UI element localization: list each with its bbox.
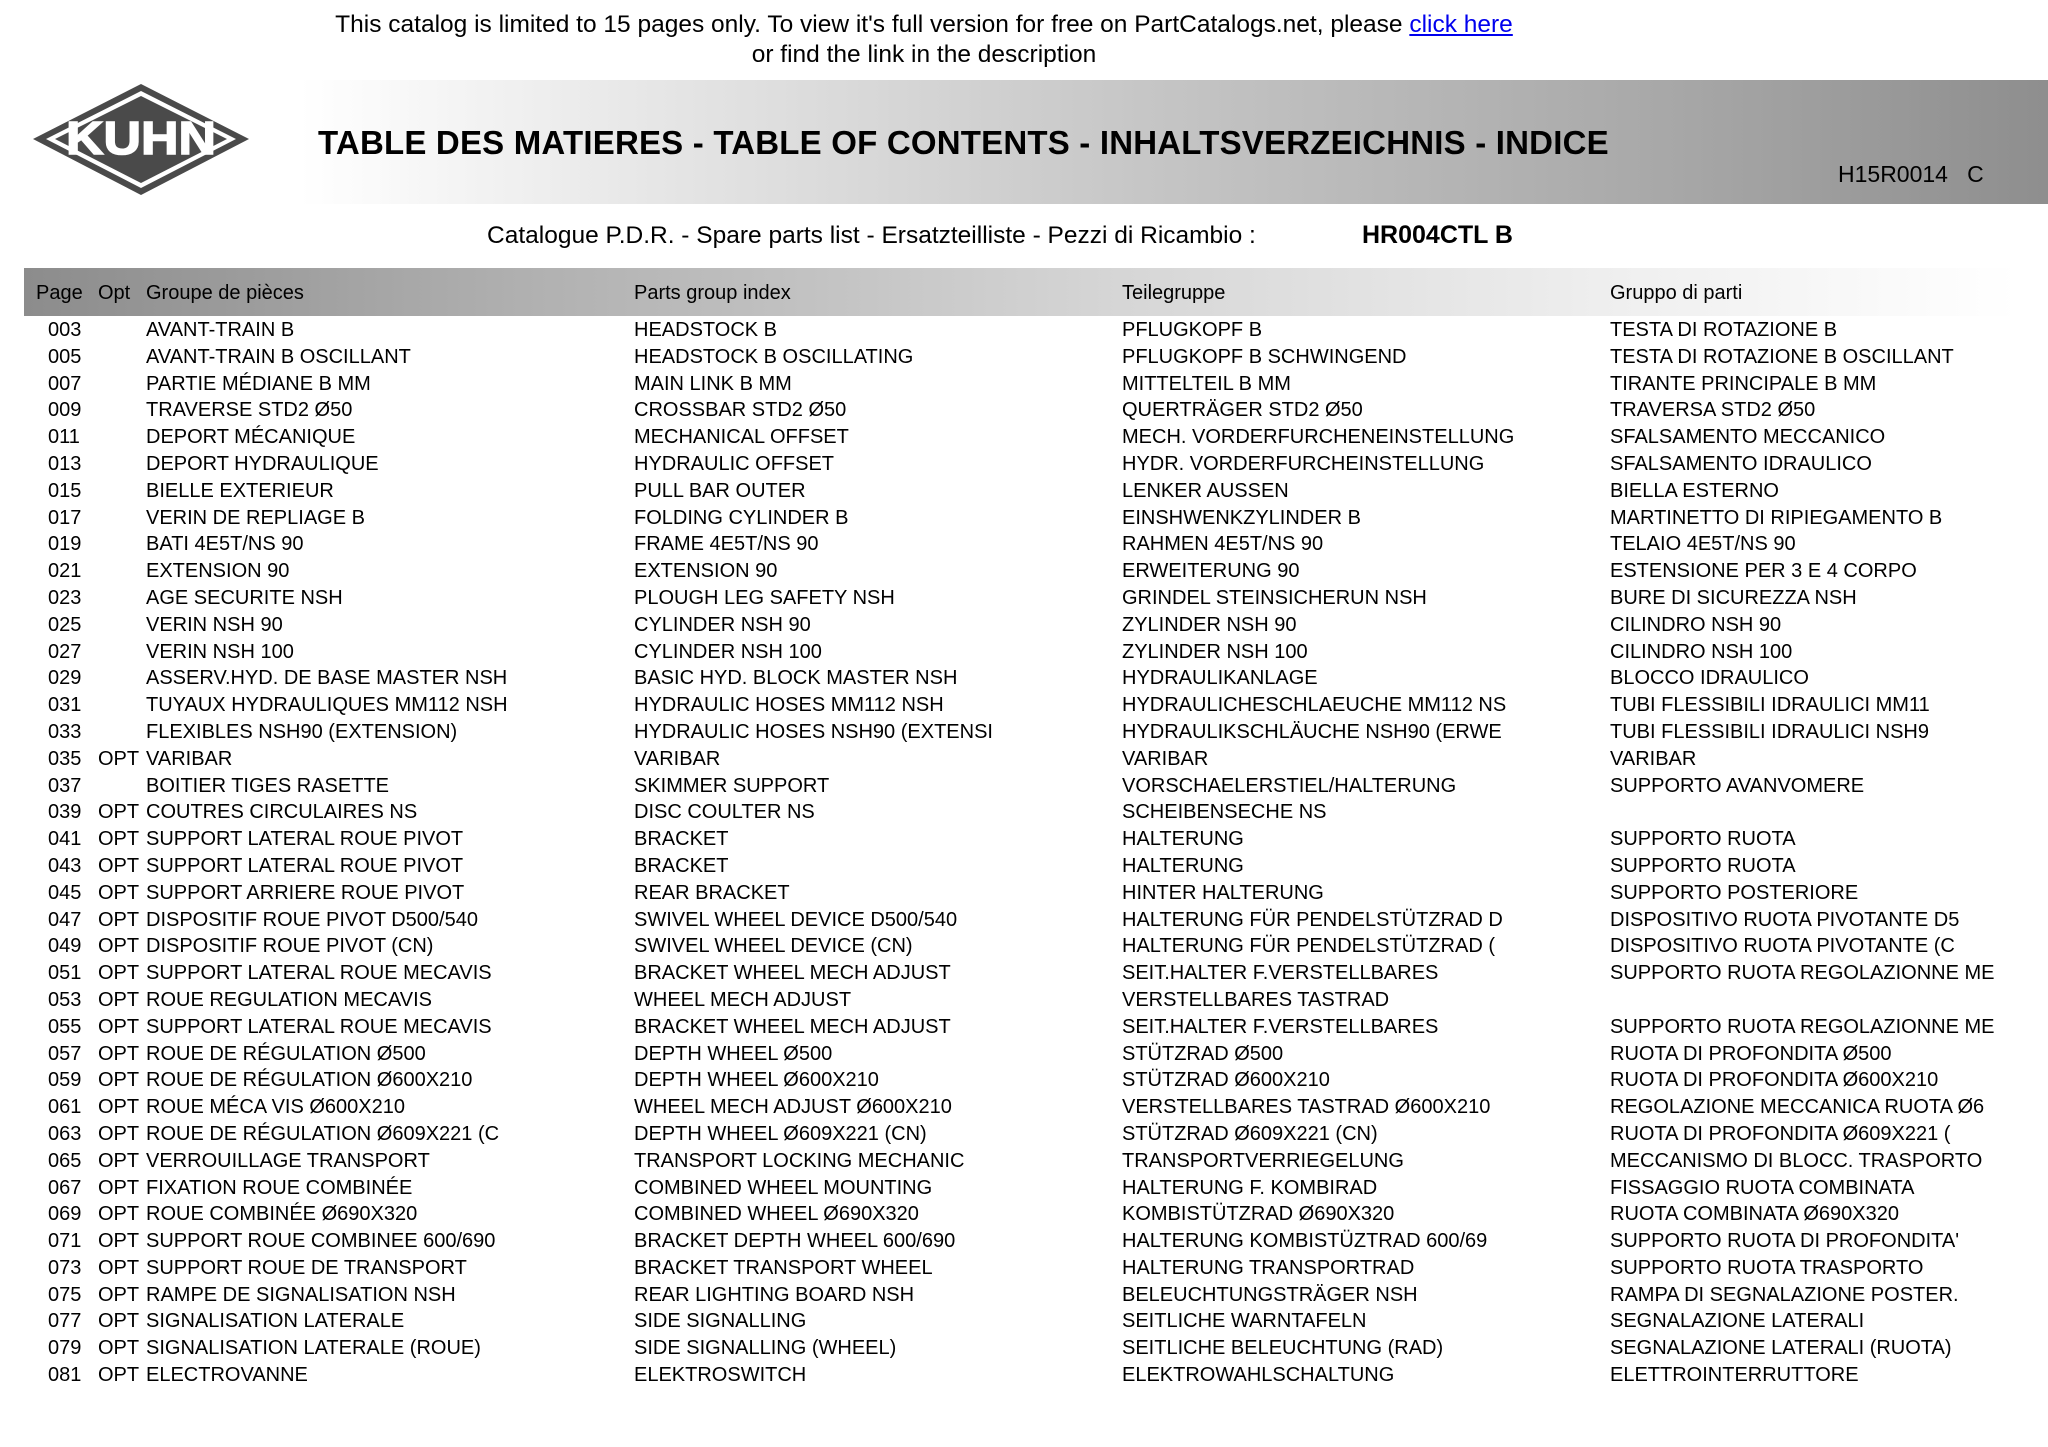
cell-de: VORSCHAELERSTIEL/HALTERUNG xyxy=(1122,774,1457,797)
cell-en: EXTENSION 90 xyxy=(634,560,778,583)
cell-page: 047 xyxy=(48,908,82,931)
cell-page: 065 xyxy=(48,1149,82,1172)
cell-de: SEIT.HALTER F.VERSTELLBARES xyxy=(1122,1015,1439,1038)
notice-line-2: or find the link in the description xyxy=(751,41,1097,68)
cell-it: TESTA DI ROTAZIONE B OSCILLANT xyxy=(1610,345,1954,368)
table-row xyxy=(0,1013,2048,1040)
cell-fr: BATI 4E5T/NS 90 xyxy=(146,533,304,556)
cell-it: RUOTA DI PROFONDITA Ø609X221 ( xyxy=(1610,1122,1951,1145)
cell-opt: OPT xyxy=(98,1176,140,1199)
cell-en: HYDRAULIC OFFSET xyxy=(634,452,835,475)
cell-en: BRACKET WHEEL MECH ADJUST xyxy=(634,1015,951,1038)
cell-en: DEPTH WHEEL Ø500 xyxy=(634,1042,833,1065)
cell-it: RAMPA DI SEGNALAZIONE POSTER. xyxy=(1610,1283,1959,1306)
cell-page: 067 xyxy=(48,1176,82,1199)
cell-en: ELEKTROSWITCH xyxy=(634,1364,807,1387)
cell-fr: DEPORT MÉCANIQUE xyxy=(146,426,356,449)
col-header-it: Gruppo di parti xyxy=(1610,282,1743,304)
cell-page: 077 xyxy=(48,1310,82,1333)
table-row xyxy=(0,611,2048,638)
cell-it: REGOLAZIONE MECCANICA RUOTA Ø6 xyxy=(1610,1096,1985,1119)
cell-en: TRANSPORT LOCKING MECHANIC xyxy=(634,1149,965,1172)
cell-fr: SUPPORT LATERAL ROUE MECAVIS xyxy=(146,1015,492,1038)
cell-de: PFLUGKOPF B xyxy=(1122,319,1263,341)
cell-fr: AGE SECURITE NSH xyxy=(146,586,343,609)
cell-fr: BOITIER TIGES RASETTE xyxy=(146,774,390,797)
cell-it: SFALSAMENTO IDRAULICO xyxy=(1610,452,1872,475)
table-row xyxy=(0,343,2048,370)
cell-it: MECCANISMO DI BLOCC. TRASPORTO xyxy=(1610,1149,1983,1172)
table-row xyxy=(0,423,2048,450)
cell-de: HINTER HALTERUNG xyxy=(1122,881,1324,904)
cell-opt: OPT xyxy=(98,1096,140,1119)
cell-it: TRAVERSA STD2 Ø50 xyxy=(1610,399,1816,422)
cell-fr: VERROUILLAGE TRANSPORT xyxy=(146,1149,430,1172)
col-header-fr: Groupe de pièces xyxy=(146,282,304,304)
table-row xyxy=(0,906,2048,933)
cell-it: SUPPORTO RUOTA xyxy=(1610,828,1796,851)
cell-opt: OPT xyxy=(98,1364,140,1387)
cell-fr: DEPORT HYDRAULIQUE xyxy=(146,452,379,475)
cell-de: VARIBAR xyxy=(1122,747,1209,770)
cell-opt: OPT xyxy=(98,1015,140,1038)
cell-en: MECHANICAL OFFSET xyxy=(634,426,849,449)
cell-page: 043 xyxy=(48,854,82,877)
cell-de: TRANSPORTVERRIEGELUNG xyxy=(1122,1149,1404,1172)
contents-table xyxy=(0,316,2048,1388)
cell-en: COMBINED WHEEL MOUNTING xyxy=(634,1176,933,1199)
cell-en: DEPTH WHEEL Ø600X210 xyxy=(634,1069,879,1092)
cell-opt: OPT xyxy=(98,1122,140,1145)
cell-en: HYDRAULIC HOSES MM112 NSH xyxy=(634,694,944,717)
kuhn-logo xyxy=(30,82,252,197)
cell-en: REAR LIGHTING BOARD NSH xyxy=(634,1283,915,1306)
table-row xyxy=(0,504,2048,531)
table-row xyxy=(0,825,2048,852)
cell-it: FISSAGGIO RUOTA COMBINATA xyxy=(1610,1176,1915,1199)
cell-en: BRACKET TRANSPORT WHEEL xyxy=(634,1256,933,1279)
cell-page: 005 xyxy=(48,345,82,368)
cell-fr: TUYAUX HYDRAULIQUES MM112 NSH xyxy=(146,694,508,717)
table-row xyxy=(0,557,2048,584)
cell-opt: OPT xyxy=(98,1149,140,1172)
cell-fr: SUPPORT LATERAL ROUE PIVOT xyxy=(146,828,464,851)
table-row xyxy=(0,584,2048,611)
table-row xyxy=(0,772,2048,799)
cell-en: CROSSBAR STD2 Ø50 xyxy=(634,399,847,422)
cell-fr: DISPOSITIF ROUE PIVOT (CN) xyxy=(146,935,434,958)
cell-de: STÜTZRAD Ø609X221 (CN) xyxy=(1122,1122,1378,1145)
cell-it: RUOTA DI PROFONDITA Ø600X210 xyxy=(1610,1069,1939,1092)
cell-en: VARIBAR xyxy=(634,747,721,770)
cell-opt: OPT xyxy=(98,747,140,770)
cell-it: TUBI FLESSIBILI IDRAULICI MM11 xyxy=(1610,694,1930,717)
cell-it: SUPPORTO RUOTA TRASPORTO xyxy=(1610,1256,1924,1279)
catalog-limit-notice xyxy=(0,10,1848,70)
table-row xyxy=(0,986,2048,1013)
cell-it: SUPPORTO RUOTA REGOLAZIONNE ME xyxy=(1610,962,1995,985)
cell-de: VERSTELLBARES TASTRAD Ø600X210 xyxy=(1122,1096,1491,1119)
cell-fr: EXTENSION 90 xyxy=(146,560,290,583)
cell-page: 073 xyxy=(48,1256,82,1279)
cell-fr: ROUE DE RÉGULATION Ø500 xyxy=(146,1042,426,1065)
cell-it: RUOTA DI PROFONDITA Ø500 xyxy=(1610,1042,1892,1065)
cell-fr: TRAVERSE STD2 Ø50 xyxy=(146,399,353,422)
cell-fr: AVANT-TRAIN B OSCILLANT xyxy=(146,345,411,368)
table-row xyxy=(0,1120,2048,1147)
cell-page: 015 xyxy=(48,479,82,502)
table-row xyxy=(0,1254,2048,1281)
cell-en: PULL BAR OUTER xyxy=(634,479,806,502)
table-row xyxy=(0,638,2048,665)
cell-fr: SUPPORT ROUE DE TRANSPORT xyxy=(146,1256,467,1279)
cell-it: BIELLA ESTERNO xyxy=(1610,479,1779,502)
table-row xyxy=(0,1040,2048,1067)
cell-it: TELAIO 4E5T/NS 90 xyxy=(1610,533,1796,556)
cell-fr: VERIN NSH 90 xyxy=(146,613,283,636)
cell-fr: FIXATION ROUE COMBINÉE xyxy=(146,1176,413,1199)
cell-page: 049 xyxy=(48,935,82,958)
page-title: TABLE DES MATIERES - TABLE OF CONTENTS - INHALTSVERZEICHNIS - INDICE xyxy=(318,124,1609,161)
cell-opt: OPT xyxy=(98,1283,140,1306)
cell-it: DISPOSITIVO RUOTA PIVOTANTE D5 xyxy=(1610,908,1960,931)
cell-de: LENKER AUSSEN xyxy=(1122,479,1289,502)
cell-page: 081 xyxy=(48,1364,82,1387)
cell-page: 025 xyxy=(48,613,82,636)
table-row xyxy=(0,1307,2048,1334)
cell-it: RUOTA COMBINATA Ø690X320 xyxy=(1610,1203,1899,1226)
cell-opt: OPT xyxy=(98,935,140,958)
notice-line-1 xyxy=(0,10,1848,40)
cell-fr: SIGNALISATION LATERALE xyxy=(146,1310,405,1333)
cell-de: STÜTZRAD Ø600X210 xyxy=(1122,1069,1330,1092)
cell-de: GRINDEL STEINSICHERUN NSH xyxy=(1122,586,1427,609)
cell-it: SUPPORTO AVANVOMERE xyxy=(1610,774,1865,797)
cell-fr: ROUE DE RÉGULATION Ø600X210 xyxy=(146,1069,473,1092)
cell-opt: OPT xyxy=(98,854,140,877)
cell-de: MITTELTEIL B MM xyxy=(1122,372,1291,395)
cell-de: SCHEIBENSECHE NS xyxy=(1122,801,1327,824)
cell-page: 037 xyxy=(48,774,82,797)
table-row xyxy=(0,1147,2048,1174)
cell-de: HALTERUNG F. KOMBIRAD xyxy=(1122,1176,1378,1199)
cell-en: MAIN LINK B MM xyxy=(634,372,792,395)
table-row xyxy=(0,450,2048,477)
cell-opt: OPT xyxy=(98,1337,140,1360)
cell-fr: SUPPORT ARRIERE ROUE PIVOT xyxy=(146,881,465,904)
cell-page: 055 xyxy=(48,1015,82,1038)
cell-page: 071 xyxy=(48,1230,82,1253)
table-row xyxy=(0,477,2048,504)
cell-en: CYLINDER NSH 100 xyxy=(634,640,822,663)
table-row xyxy=(0,1281,2048,1308)
table-row xyxy=(0,932,2048,959)
table-row xyxy=(0,316,2048,343)
cell-page: 017 xyxy=(48,506,82,529)
cell-page: 045 xyxy=(48,881,82,904)
cell-opt: OPT xyxy=(98,881,140,904)
cell-de: ZYLINDER NSH 100 xyxy=(1122,640,1308,663)
table-row xyxy=(0,370,2048,397)
cell-de: SEIT.HALTER F.VERSTELLBARES xyxy=(1122,962,1439,985)
cell-de: ZYLINDER NSH 90 xyxy=(1122,613,1297,636)
cell-page: 059 xyxy=(48,1069,82,1092)
cell-de: VERSTELLBARES TASTRAD xyxy=(1122,988,1390,1011)
cell-opt: OPT xyxy=(98,908,140,931)
cell-en: BRACKET DEPTH WHEEL 600/690 xyxy=(634,1230,956,1253)
cell-de: ELEKTROWAHLSCHALTUNG xyxy=(1122,1364,1395,1387)
cell-page: 029 xyxy=(48,667,82,690)
table-row xyxy=(0,1174,2048,1201)
cell-de: HYDRAULICHESCHLAEUCHE MM112 NS xyxy=(1122,694,1507,717)
cell-de: HALTERUNG xyxy=(1122,828,1244,851)
cell-en: CYLINDER NSH 90 xyxy=(634,613,811,636)
cell-it: BLOCCO IDRAULICO xyxy=(1610,667,1809,690)
table-row xyxy=(0,1093,2048,1120)
cell-en: HEADSTOCK B xyxy=(634,319,777,341)
cell-en: HYDRAULIC HOSES NSH90 (EXTENSI xyxy=(634,720,993,743)
col-header-en: Parts group index xyxy=(634,282,791,304)
cell-de: QUERTRÄGER STD2 Ø50 xyxy=(1122,399,1363,422)
cell-de: STÜTZRAD Ø500 xyxy=(1122,1042,1284,1065)
cell-en: FOLDING CYLINDER B xyxy=(634,506,849,529)
cell-fr: VERIN DE REPLIAGE B xyxy=(146,506,365,529)
cell-de: HALTERUNG TRANSPORTRAD xyxy=(1122,1256,1415,1279)
cell-opt: OPT xyxy=(98,1310,140,1333)
cell-it: SEGNALAZIONE LATERALI xyxy=(1610,1310,1865,1333)
cell-en: BASIC HYD. BLOCK MASTER NSH xyxy=(634,667,958,690)
cell-it: ELETTROINTERRUTTORE xyxy=(1610,1364,1859,1387)
cell-de: ERWEITERUNG 90 xyxy=(1122,560,1300,583)
cell-it: BURE DI SICUREZZA NSH xyxy=(1610,586,1857,609)
cell-en: SWIVEL WHEEL DEVICE D500/540 xyxy=(634,908,958,931)
logo-text: KUHN xyxy=(66,112,216,164)
cell-de: BELEUCHTUNGSTRÄGER NSH xyxy=(1122,1283,1418,1306)
cell-fr: AVANT-TRAIN B xyxy=(146,319,295,341)
table-row xyxy=(0,1334,2048,1361)
cell-page: 027 xyxy=(48,640,82,663)
cell-en: WHEEL MECH ADJUST Ø600X210 xyxy=(634,1096,952,1119)
table-row xyxy=(0,530,2048,557)
cell-it: CILINDRO NSH 100 xyxy=(1610,640,1793,663)
cell-en: BRACKET WHEEL MECH ADJUST xyxy=(634,962,951,985)
cell-opt: OPT xyxy=(98,1203,140,1226)
cell-page: 057 xyxy=(48,1042,82,1065)
cell-en: COMBINED WHEEL Ø690X320 xyxy=(634,1203,919,1226)
cell-page: 031 xyxy=(48,694,82,717)
table-row xyxy=(0,798,2048,825)
cell-en: PLOUGH LEG SAFETY NSH xyxy=(634,586,895,609)
table-row xyxy=(0,852,2048,879)
cell-en: DISC COULTER NS xyxy=(634,801,815,824)
table-row xyxy=(0,1361,2048,1388)
cell-it: VARIBAR xyxy=(1610,747,1697,770)
cell-page: 069 xyxy=(48,1203,82,1226)
col-header-page: Page xyxy=(36,282,83,304)
table-row xyxy=(0,718,2048,745)
cell-fr: FLEXIBLES NSH90 (EXTENSION) xyxy=(146,720,458,743)
cell-en: SWIVEL WHEEL DEVICE (CN) xyxy=(634,935,913,958)
cell-page: 009 xyxy=(48,399,82,422)
cell-de: HYDR. VORDERFURCHEINSTELLUNG xyxy=(1122,452,1485,475)
table-row xyxy=(0,691,2048,718)
cell-page: 051 xyxy=(48,962,82,985)
cell-fr: VARIBAR xyxy=(146,747,233,770)
cell-fr: SIGNALISATION LATERALE (ROUE) xyxy=(146,1337,481,1360)
cell-de: HALTERUNG FÜR PENDELSTÜTZRAD D xyxy=(1122,908,1503,931)
document-code: H15R0014 C xyxy=(1838,161,1984,187)
cell-de: HALTERUNG FÜR PENDELSTÜTZRAD ( xyxy=(1122,935,1495,958)
cell-fr: ROUE REGULATION MECAVIS xyxy=(146,988,432,1011)
cell-page: 039 xyxy=(48,801,82,824)
cell-de: EINSHWENKZYLINDER B xyxy=(1122,506,1361,529)
cell-it: SFALSAMENTO MECCANICO xyxy=(1610,426,1886,449)
cell-en: BRACKET xyxy=(634,828,729,851)
cell-fr: PARTIE MÉDIANE B MM xyxy=(146,372,371,395)
cell-de: HALTERUNG KOMBISTÜZTRAD 600/69 xyxy=(1122,1230,1488,1253)
cell-fr: VERIN NSH 100 xyxy=(146,640,294,663)
cell-page: 023 xyxy=(48,586,82,609)
cell-page: 011 xyxy=(48,426,80,449)
cell-de: HYDRAULIKANLAGE xyxy=(1122,667,1318,690)
cell-en: REAR BRACKET xyxy=(634,881,790,904)
cell-en: BRACKET xyxy=(634,854,729,877)
cell-page: 053 xyxy=(48,988,82,1011)
cell-de: KOMBISTÜTZRAD Ø690X320 xyxy=(1122,1203,1395,1226)
cell-opt: OPT xyxy=(98,1042,140,1065)
cell-it: ESTENSIONE PER 3 E 4 CORPO xyxy=(1610,560,1917,583)
cell-page: 035 xyxy=(48,747,82,770)
cell-page: 013 xyxy=(48,452,82,475)
cell-fr: SUPPORT LATERAL ROUE MECAVIS xyxy=(146,962,492,985)
cell-it: TESTA DI ROTAZIONE B xyxy=(1610,319,1838,341)
cell-opt: OPT xyxy=(98,801,140,824)
cell-it: CILINDRO NSH 90 xyxy=(1610,613,1782,636)
cell-fr: COUTRES CIRCULAIRES NS xyxy=(146,801,418,824)
table-header xyxy=(24,268,2018,316)
cell-page: 063 xyxy=(48,1122,82,1145)
cell-page: 061 xyxy=(48,1096,82,1119)
cell-fr: ROUE DE RÉGULATION Ø609X221 (C xyxy=(146,1122,500,1145)
cell-page: 041 xyxy=(48,828,82,851)
cell-opt: OPT xyxy=(98,828,140,851)
cell-de: SEITLICHE BELEUCHTUNG (RAD) xyxy=(1122,1337,1444,1360)
cell-de: HALTERUNG xyxy=(1122,854,1244,877)
cell-fr: SUPPORT LATERAL ROUE PIVOT xyxy=(146,854,464,877)
cell-page: 021 xyxy=(48,560,82,583)
cell-it: TUBI FLESSIBILI IDRAULICI NSH9 xyxy=(1610,720,1929,743)
table-row xyxy=(0,664,2048,691)
cell-opt: OPT xyxy=(98,962,140,985)
cell-en: SKIMMER SUPPORT xyxy=(634,774,830,797)
notice-text: This catalog is limited to 15 pages only. To view it's full version for free on PartCatalogs.net, please xyxy=(335,11,1410,38)
cell-en: DEPTH WHEEL Ø609X221 (CN) xyxy=(634,1122,927,1145)
cell-en: SIDE SIGNALLING xyxy=(634,1310,807,1333)
cell-fr: ROUE MÉCA VIS Ø600X210 xyxy=(146,1096,406,1119)
cell-en: WHEEL MECH ADJUST xyxy=(634,988,852,1011)
cell-fr: RAMPE DE SIGNALISATION NSH xyxy=(146,1283,456,1306)
table-row xyxy=(0,396,2048,423)
cell-fr: DISPOSITIF ROUE PIVOT D500/540 xyxy=(146,908,478,931)
cell-fr: BIELLE EXTERIEUR xyxy=(146,479,334,502)
cell-en: SIDE SIGNALLING (WHEEL) xyxy=(634,1337,897,1360)
cell-it: MARTINETTO DI RIPIEGAMENTO B xyxy=(1610,506,1943,529)
click-here-link[interactable]: click here xyxy=(1409,11,1513,38)
cell-de: SEITLICHE WARNTAFELN xyxy=(1122,1310,1367,1333)
cell-page: 019 xyxy=(48,533,82,556)
cell-it: SUPPORTO RUOTA xyxy=(1610,854,1796,877)
cell-it: SUPPORTO RUOTA REGOLAZIONNE ME xyxy=(1610,1015,1995,1038)
table-row xyxy=(0,1200,2048,1227)
cell-it: SEGNALAZIONE LATERALI (RUOTA) xyxy=(1610,1337,1952,1360)
cell-it: DISPOSITIVO RUOTA PIVOTANTE (C xyxy=(1610,935,1955,958)
col-header-de: Teilegruppe xyxy=(1122,282,1226,304)
cell-de: HYDRAULIKSCHLÄUCHE NSH90 (ERWE xyxy=(1122,720,1502,743)
cell-page: 033 xyxy=(48,720,82,743)
cell-fr: ELECTROVANNE xyxy=(146,1364,308,1387)
cell-opt: OPT xyxy=(98,1230,140,1253)
cell-de: PFLUGKOPF B SCHWINGEND xyxy=(1122,345,1407,368)
cell-it: SUPPORTO POSTERIORE xyxy=(1610,881,1859,904)
cell-en: HEADSTOCK B OSCILLATING xyxy=(634,345,914,368)
cell-page: 007 xyxy=(48,372,82,395)
cell-page: 075 xyxy=(48,1283,82,1306)
table-row xyxy=(0,879,2048,906)
table-row xyxy=(0,745,2048,772)
cell-it: TIRANTE PRINCIPALE B MM xyxy=(1610,372,1877,395)
cell-it: SUPPORTO RUOTA DI PROFONDITA' xyxy=(1610,1230,1960,1253)
cell-de: MECH. VORDERFURCHENEINSTELLUNG xyxy=(1122,426,1515,449)
table-row xyxy=(0,959,2048,986)
cell-fr: SUPPORT ROUE COMBINEE 600/690 xyxy=(146,1230,496,1253)
cell-en: FRAME 4E5T/NS 90 xyxy=(634,533,819,556)
cell-fr: ROUE COMBINÉE Ø690X320 xyxy=(146,1203,418,1226)
cell-fr: ASSERV.HYD. DE BASE MASTER NSH xyxy=(146,667,508,690)
cell-opt: OPT xyxy=(98,1256,140,1279)
table-row xyxy=(0,1066,2048,1093)
cell-de: RAHMEN 4E5T/NS 90 xyxy=(1122,533,1324,556)
table-row xyxy=(0,1227,2048,1254)
catalogue-label: Catalogue P.D.R. - Spare parts list - Ersatzteilliste - Pezzi di Ricambio : xyxy=(487,222,1256,249)
cell-opt: OPT xyxy=(98,1069,140,1092)
cell-opt: OPT xyxy=(98,988,140,1011)
cell-page: 003 xyxy=(48,319,82,341)
catalogue-code: HR004CTL B xyxy=(1362,221,1513,249)
cell-page: 079 xyxy=(48,1337,82,1360)
col-header-opt: Opt xyxy=(98,282,131,304)
